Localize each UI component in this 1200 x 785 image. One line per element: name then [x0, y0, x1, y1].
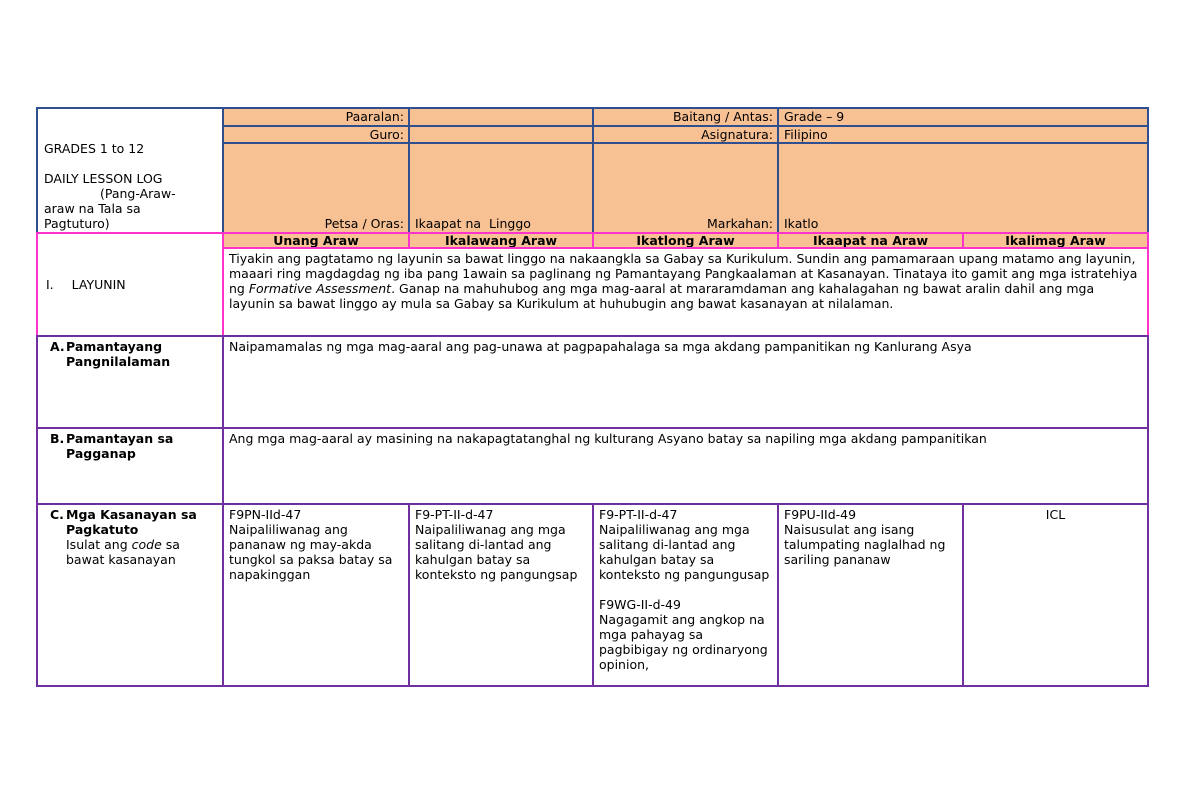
petsa-value: Ikaapat na Linggo [415, 216, 531, 231]
layunin-text-cell [222, 247, 1149, 337]
kasanayan-day2-cell [408, 503, 594, 687]
layunin-label: LAYUNIN [71, 277, 126, 292]
kasanayan-label-cell [36, 503, 224, 687]
paaralan-label: Paaralan: [222, 107, 410, 127]
layunin-text-2: . Ganap na mahuhubog ang mga mag-aaral at mararamdaman ang kahalagahan ng bawat aralin dahil ang mga layunin sa bawat linggo ay mula sa Gabay sa Kurikulum at huhubugin ang bawat kasanayan at nilalaman. [229, 281, 1095, 311]
petsa-value-cell[interactable] [408, 142, 594, 234]
kasanayan-label-2: Pagkatuto [66, 522, 139, 537]
kasanayan-note-3: bawat kasanayan [66, 552, 176, 567]
paaralan-value[interactable] [408, 107, 594, 127]
day-header-2: Ikalawang Araw [408, 232, 594, 249]
pamantayang-letter: A. [50, 339, 65, 354]
layunin-number: I. [46, 277, 54, 292]
kasanayan-day4-cell [777, 503, 964, 687]
day-header-3: Ikatlong Araw [592, 232, 779, 249]
grades-title-cell [36, 107, 224, 234]
grades-title: GRADES 1 to 12 [44, 141, 145, 156]
kasanayan-day2-text: Naipaliliwanag ang mga salitang di-lantad ang kahulgan batay sa konteksto ng pangungsap [415, 522, 578, 582]
pamantayang-text-cell [222, 335, 1149, 429]
kasanayan-day1-text: Naipaliliwanag ang pananaw ng may-akda tungkol sa paksa batay sa napakinggan [229, 522, 393, 582]
markahan-label-cell [592, 142, 779, 234]
petsa-label-cell [222, 142, 410, 234]
kasanayan-day5-cell [962, 503, 1149, 687]
day-header-5: Ikalimag Araw [962, 232, 1149, 249]
baitang-label: Baitang / Antas: [592, 107, 779, 127]
asignatura-value[interactable]: Filipino [777, 125, 1149, 144]
kasanayan-day2-code: F9-PT-II-d-47 [415, 507, 494, 522]
pagganap-letter: B. [50, 431, 65, 446]
kasanayan-label-1: Mga Kasanayan sa [66, 507, 197, 522]
log-subtitle-1: (Pang-Araw- [100, 186, 176, 201]
log-title: DAILY LESSON LOG [44, 171, 163, 186]
pagganap-label-1: Pamantayan sa [66, 431, 174, 446]
kasanayan-day3-text-2: Nagagamit ang angkop na mga pahayag sa pagbibigay ng ordinaryong opinion, [599, 612, 768, 672]
layunin-text-italic: Formative Assessment [248, 281, 392, 296]
pagganap-label-cell [36, 427, 224, 505]
kasanayan-note-2: sa [161, 537, 180, 552]
kasanayan-day5-text: ICL [1045, 507, 1066, 522]
kasanayan-day3-text: Naipaliliwanag ang mga salitang di-lantad ang kahulgan batay sa konteksto ng pangungusap [599, 522, 770, 582]
pagganap-text-cell [222, 427, 1149, 505]
pagganap-text: Ang mga mag-aaral ay masining na nakapagtatanghal ng kulturang Asyano batay sa napiling mga akdang pampanitikan [229, 431, 987, 446]
log-subtitle-3: Pagtuturo) [44, 216, 110, 231]
markahan-label: Markahan: [707, 216, 773, 231]
pagganap-label-2: Pagganap [66, 446, 136, 461]
guro-label: Guro: [222, 125, 410, 144]
day-header-1: Unang Araw [222, 232, 410, 249]
log-subtitle-2: araw na Tala sa [44, 201, 141, 216]
kasanayan-note [66, 537, 197, 552]
kasanayan-day4-code: F9PU-IId-49 [784, 507, 857, 522]
kasanayan-day1-code: F9PN-IId-47 [229, 507, 302, 522]
baitang-value[interactable]: Grade – 9 [777, 107, 1149, 127]
layunin-text-1: Tiyakin ang pagtatamo ng layunin sa bawat linggo na nakaangkla sa Gabay sa Kurikulum. Sundin ang pamamaraan upang matamo ang layunin, maaari ring magdagdag ng iba pang 1awain sa paglinang ng Pamantayang Pangkaalaman at Kasanayan. Tinataya ito gamit ang mga istratehiya ng [229, 251, 1138, 296]
kasanayan-letter: C. [50, 507, 64, 522]
markahan-value-cell[interactable] [777, 142, 1149, 234]
kasanayan-note-italic: code [131, 537, 162, 552]
asignatura-label: Asignatura: [592, 125, 779, 144]
petsa-label: Petsa / Oras: [324, 216, 404, 231]
kasanayan-note-1: Isulat ang [66, 537, 132, 552]
kasanayan-day3-code-2: F9WG-II-d-49 [599, 597, 681, 612]
pamantayang-label-cell [36, 335, 224, 429]
kasanayan-day4-text: Naisusulat ang isang talumpating naglalhad ng sariling pananaw [784, 522, 946, 567]
kasanayan-day1-cell [222, 503, 410, 687]
pamantayang-label-2: Pangnilalaman [66, 354, 171, 369]
markahan-value: Ikatlo [784, 216, 819, 231]
layunin-label-cell [36, 232, 224, 337]
day-header-4: Ikaapat na Araw [777, 232, 964, 249]
pamantayang-text: Naipamamalas ng mga mag-aaral ang pag-unawa at pagpapahalaga sa mga akdang pampanitikan ng Kanlurang Asya [229, 339, 972, 354]
kasanayan-day3-code: F9-PT-II-d-47 [599, 507, 678, 522]
pamantayang-label-1: Pamantayang [66, 339, 163, 354]
kasanayan-day3-cell [592, 503, 779, 687]
